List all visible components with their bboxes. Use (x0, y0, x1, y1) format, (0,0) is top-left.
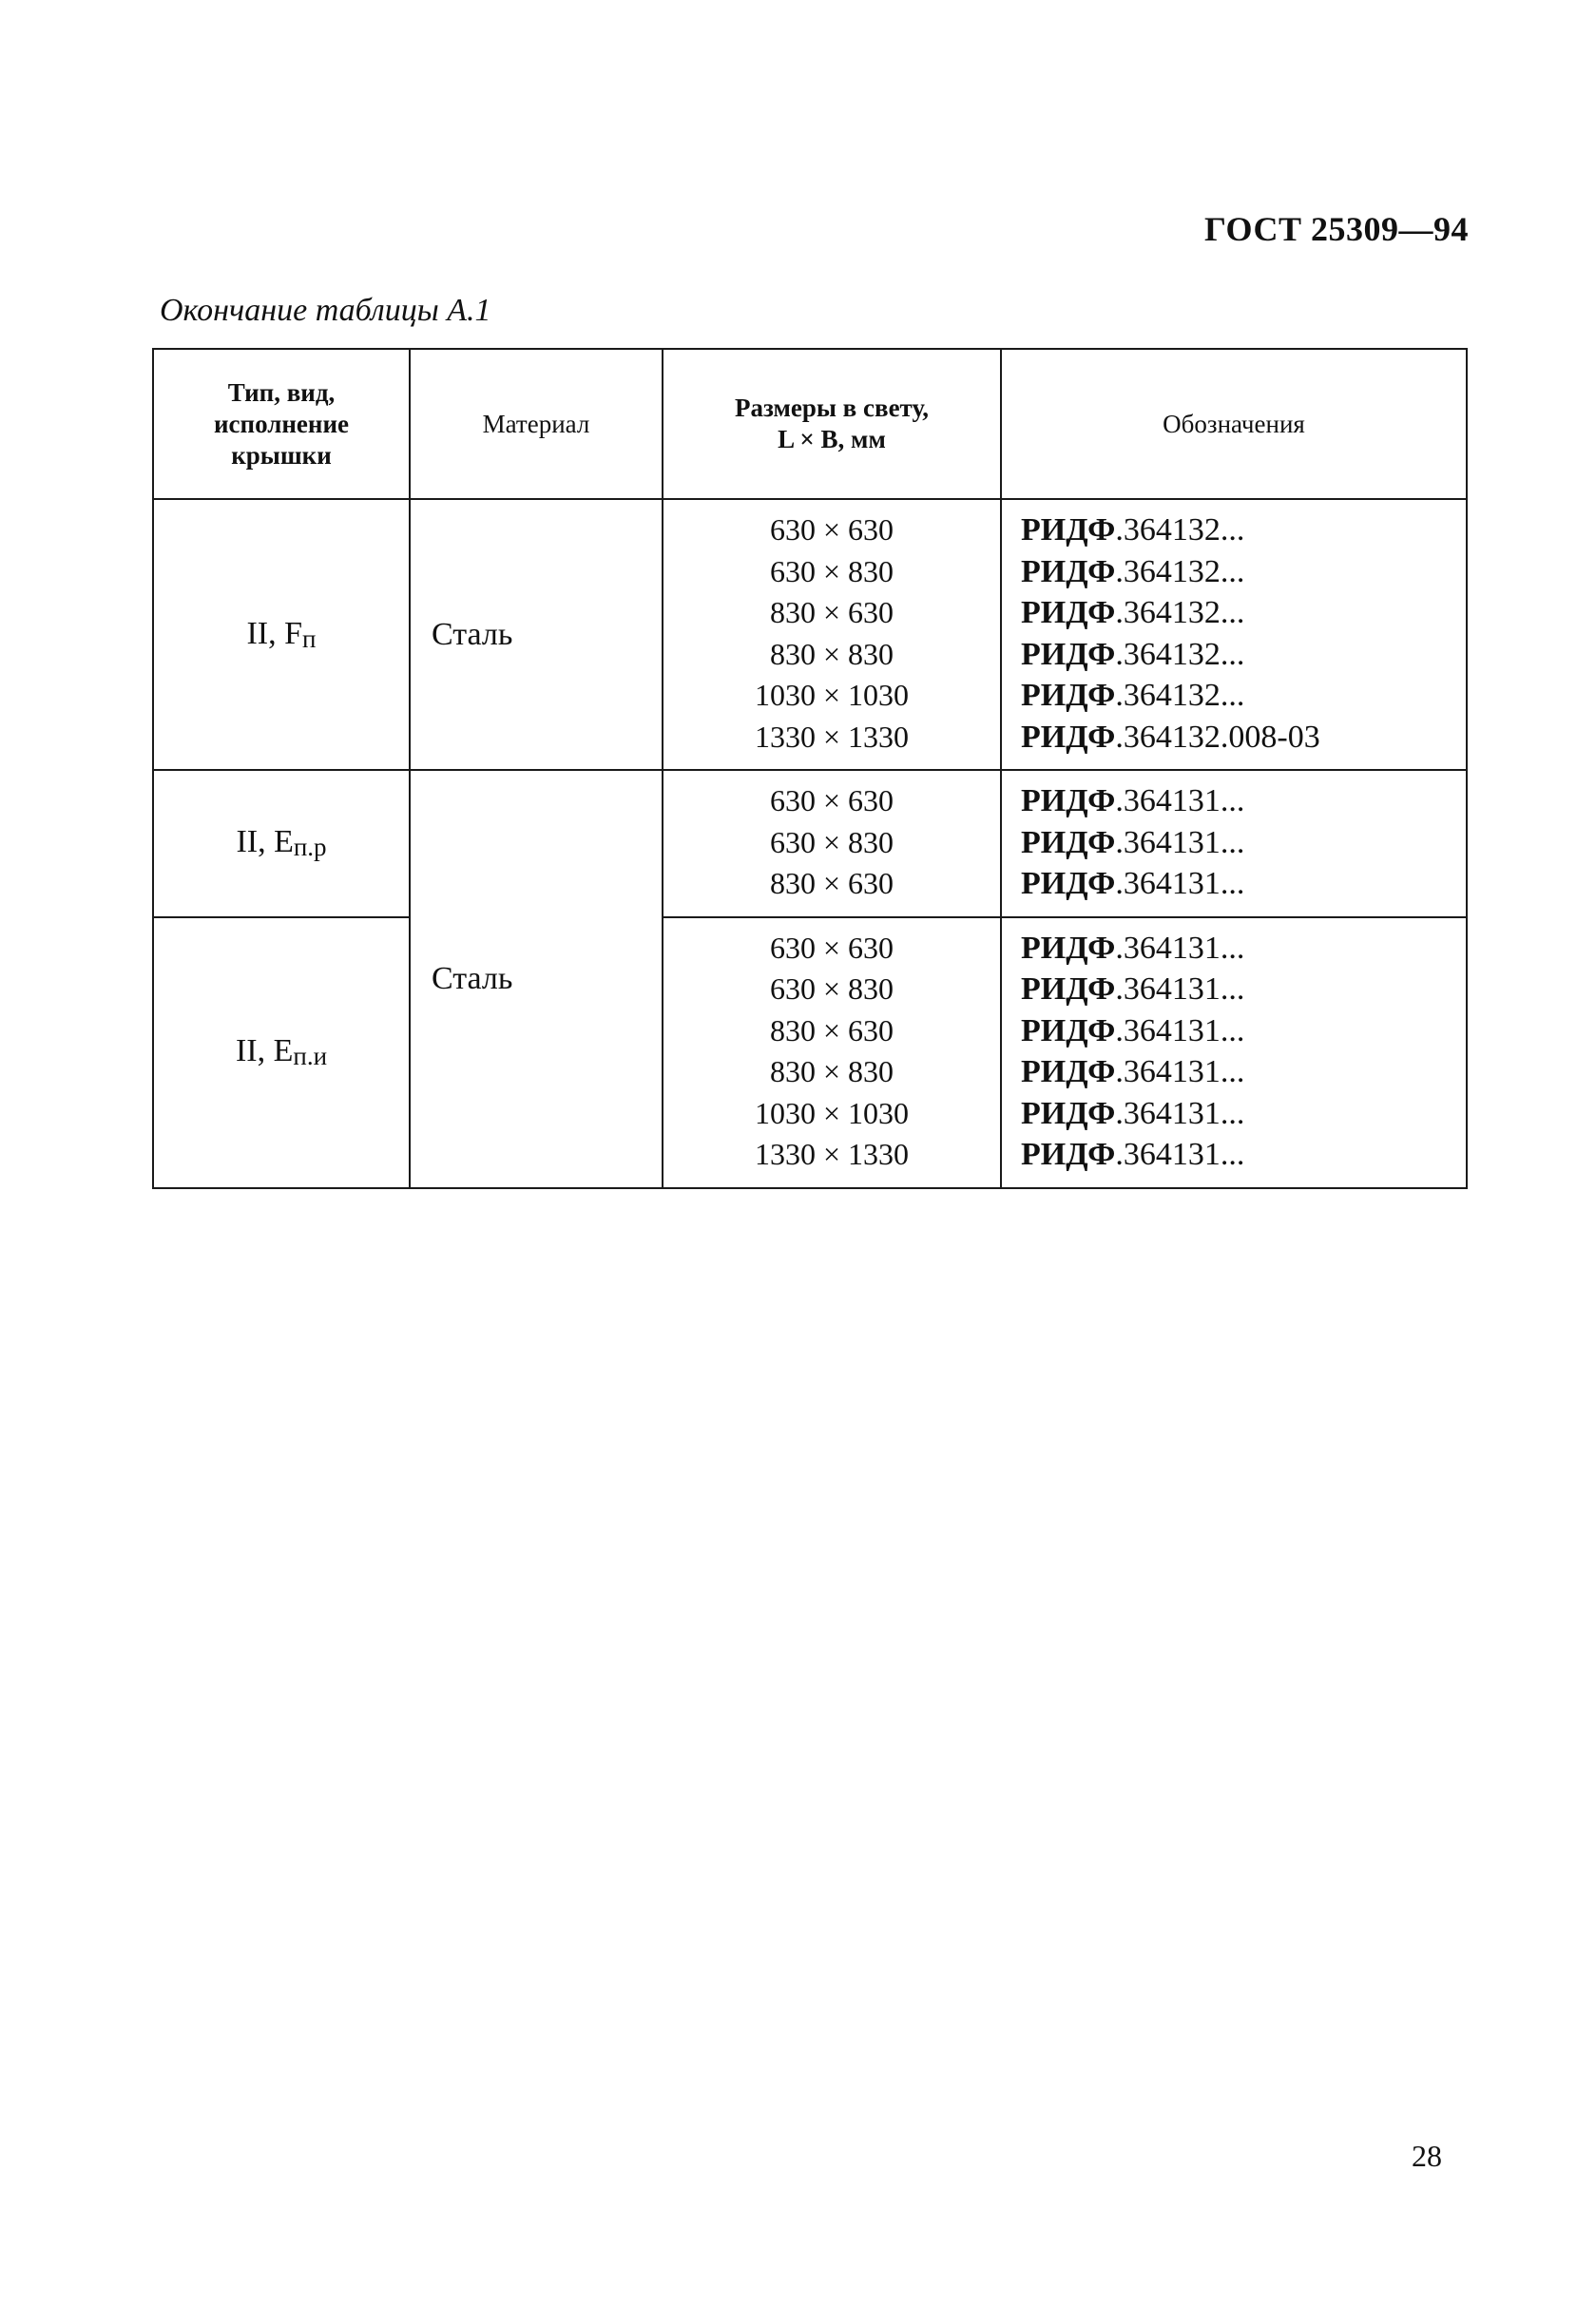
code-number: .364131... (1115, 1054, 1245, 1089)
header-sizes-line: Размеры в свету, (734, 394, 930, 422)
code-number: .364131... (1115, 1137, 1245, 1172)
header-type (153, 349, 410, 499)
code-prefix: РИДФ (1021, 930, 1116, 966)
code-prefix: РИДФ (1021, 1095, 1116, 1131)
material-cell: Сталь (410, 770, 663, 1188)
code-number: .364132... (1115, 512, 1245, 548)
type-subscript: п.р (293, 833, 327, 862)
codes-cell (1001, 917, 1467, 1188)
header-type-line: исполнение (213, 409, 350, 438)
size-value: 630 × 630 (769, 930, 894, 965)
code-prefix: РИДФ (1021, 1012, 1116, 1048)
code-prefix: РИДФ (1021, 1137, 1116, 1172)
code-number: .364132.008-03 (1115, 719, 1320, 755)
size-value: 830 × 830 (769, 1054, 894, 1088)
size-value: 830 × 630 (769, 595, 894, 629)
codes-cell (1001, 499, 1467, 770)
type-cell (153, 770, 410, 917)
designation-code (1021, 969, 1466, 1010)
code-number: .364131... (1115, 1095, 1245, 1131)
size-value: 830 × 830 (769, 636, 894, 671)
designation-code (1021, 1093, 1466, 1135)
code-number: .364132... (1115, 678, 1245, 713)
code-prefix: РИДФ (1021, 866, 1116, 901)
type-subscript: п (302, 624, 317, 653)
code-prefix: РИДФ (1021, 512, 1116, 548)
size-value: 630 × 630 (769, 512, 894, 547)
page-number: 28 (1412, 2139, 1442, 2173)
code-prefix: РИДФ (1021, 595, 1116, 630)
designation-code (1021, 509, 1466, 551)
type-main: II, E (236, 824, 294, 860)
code-prefix: РИДФ (1021, 1054, 1116, 1089)
code-number: .364131... (1115, 866, 1245, 901)
code-number: .364131... (1115, 1012, 1245, 1048)
designation-code (1021, 592, 1466, 634)
document-id: ГОСТ 25309—94 (1204, 210, 1469, 248)
size-value: 1030 × 1030 (754, 1095, 910, 1130)
designation-code (1021, 863, 1466, 905)
designation-code (1021, 1051, 1466, 1093)
table-row (153, 917, 1467, 1188)
material-cell: Сталь (410, 499, 663, 770)
designation-code (1021, 551, 1466, 593)
code-number: .364132... (1115, 553, 1245, 589)
code-prefix: РИДФ (1021, 824, 1116, 860)
type-subscript: п.и (293, 1042, 328, 1070)
table-row (153, 770, 1467, 917)
designation-code (1021, 780, 1466, 822)
table-row (153, 499, 1467, 770)
code-number: .364131... (1115, 971, 1245, 1007)
type-main: II, E (235, 1033, 294, 1068)
designation-code (1021, 928, 1466, 970)
size-value: 830 × 630 (769, 866, 894, 900)
code-prefix: РИДФ (1021, 783, 1116, 818)
code-prefix: РИДФ (1021, 719, 1116, 755)
size-value: 630 × 830 (769, 824, 894, 859)
code-prefix: РИДФ (1021, 553, 1116, 589)
designation-code (1021, 1134, 1466, 1176)
size-value: 1330 × 1330 (754, 719, 910, 754)
sizes-cell (663, 917, 1001, 1188)
code-number: .364132... (1115, 636, 1245, 672)
designation-code (1021, 717, 1466, 759)
sizes-cell (663, 499, 1001, 770)
size-value: 630 × 630 (769, 783, 894, 817)
code-number: .364132... (1115, 595, 1245, 630)
header-type-line: Тип, вид, (227, 377, 336, 407)
designation-code (1021, 822, 1466, 864)
size-value: 830 × 630 (769, 1012, 894, 1047)
header-material: Материал (410, 349, 663, 499)
code-prefix: РИДФ (1021, 678, 1116, 713)
code-number: .364131... (1115, 824, 1245, 860)
size-value: 630 × 830 (769, 971, 894, 1006)
designation-code (1021, 1010, 1466, 1052)
header-sizes-line: L × B, мм (778, 425, 886, 453)
designation-code (1021, 675, 1466, 717)
size-value: 1030 × 1030 (754, 678, 910, 712)
code-number: .364131... (1115, 930, 1245, 966)
size-value: 630 × 830 (769, 553, 894, 588)
table-header-row (153, 349, 1467, 499)
sizes-cell (663, 770, 1001, 917)
header-codes: Обозначения (1001, 349, 1467, 499)
code-prefix: РИДФ (1021, 971, 1116, 1007)
code-number: .364131... (1115, 783, 1245, 818)
type-main: II, F (246, 615, 303, 651)
header-type-line: крышки (231, 440, 332, 470)
size-value: 1330 × 1330 (754, 1137, 910, 1171)
code-prefix: РИДФ (1021, 636, 1116, 672)
specification-table (152, 348, 1468, 1189)
table-caption: Окончание таблицы А.1 (160, 293, 491, 328)
codes-cell (1001, 770, 1467, 917)
designation-code (1021, 634, 1466, 676)
header-sizes (663, 349, 1001, 499)
type-cell (153, 917, 410, 1188)
type-cell (153, 499, 410, 770)
